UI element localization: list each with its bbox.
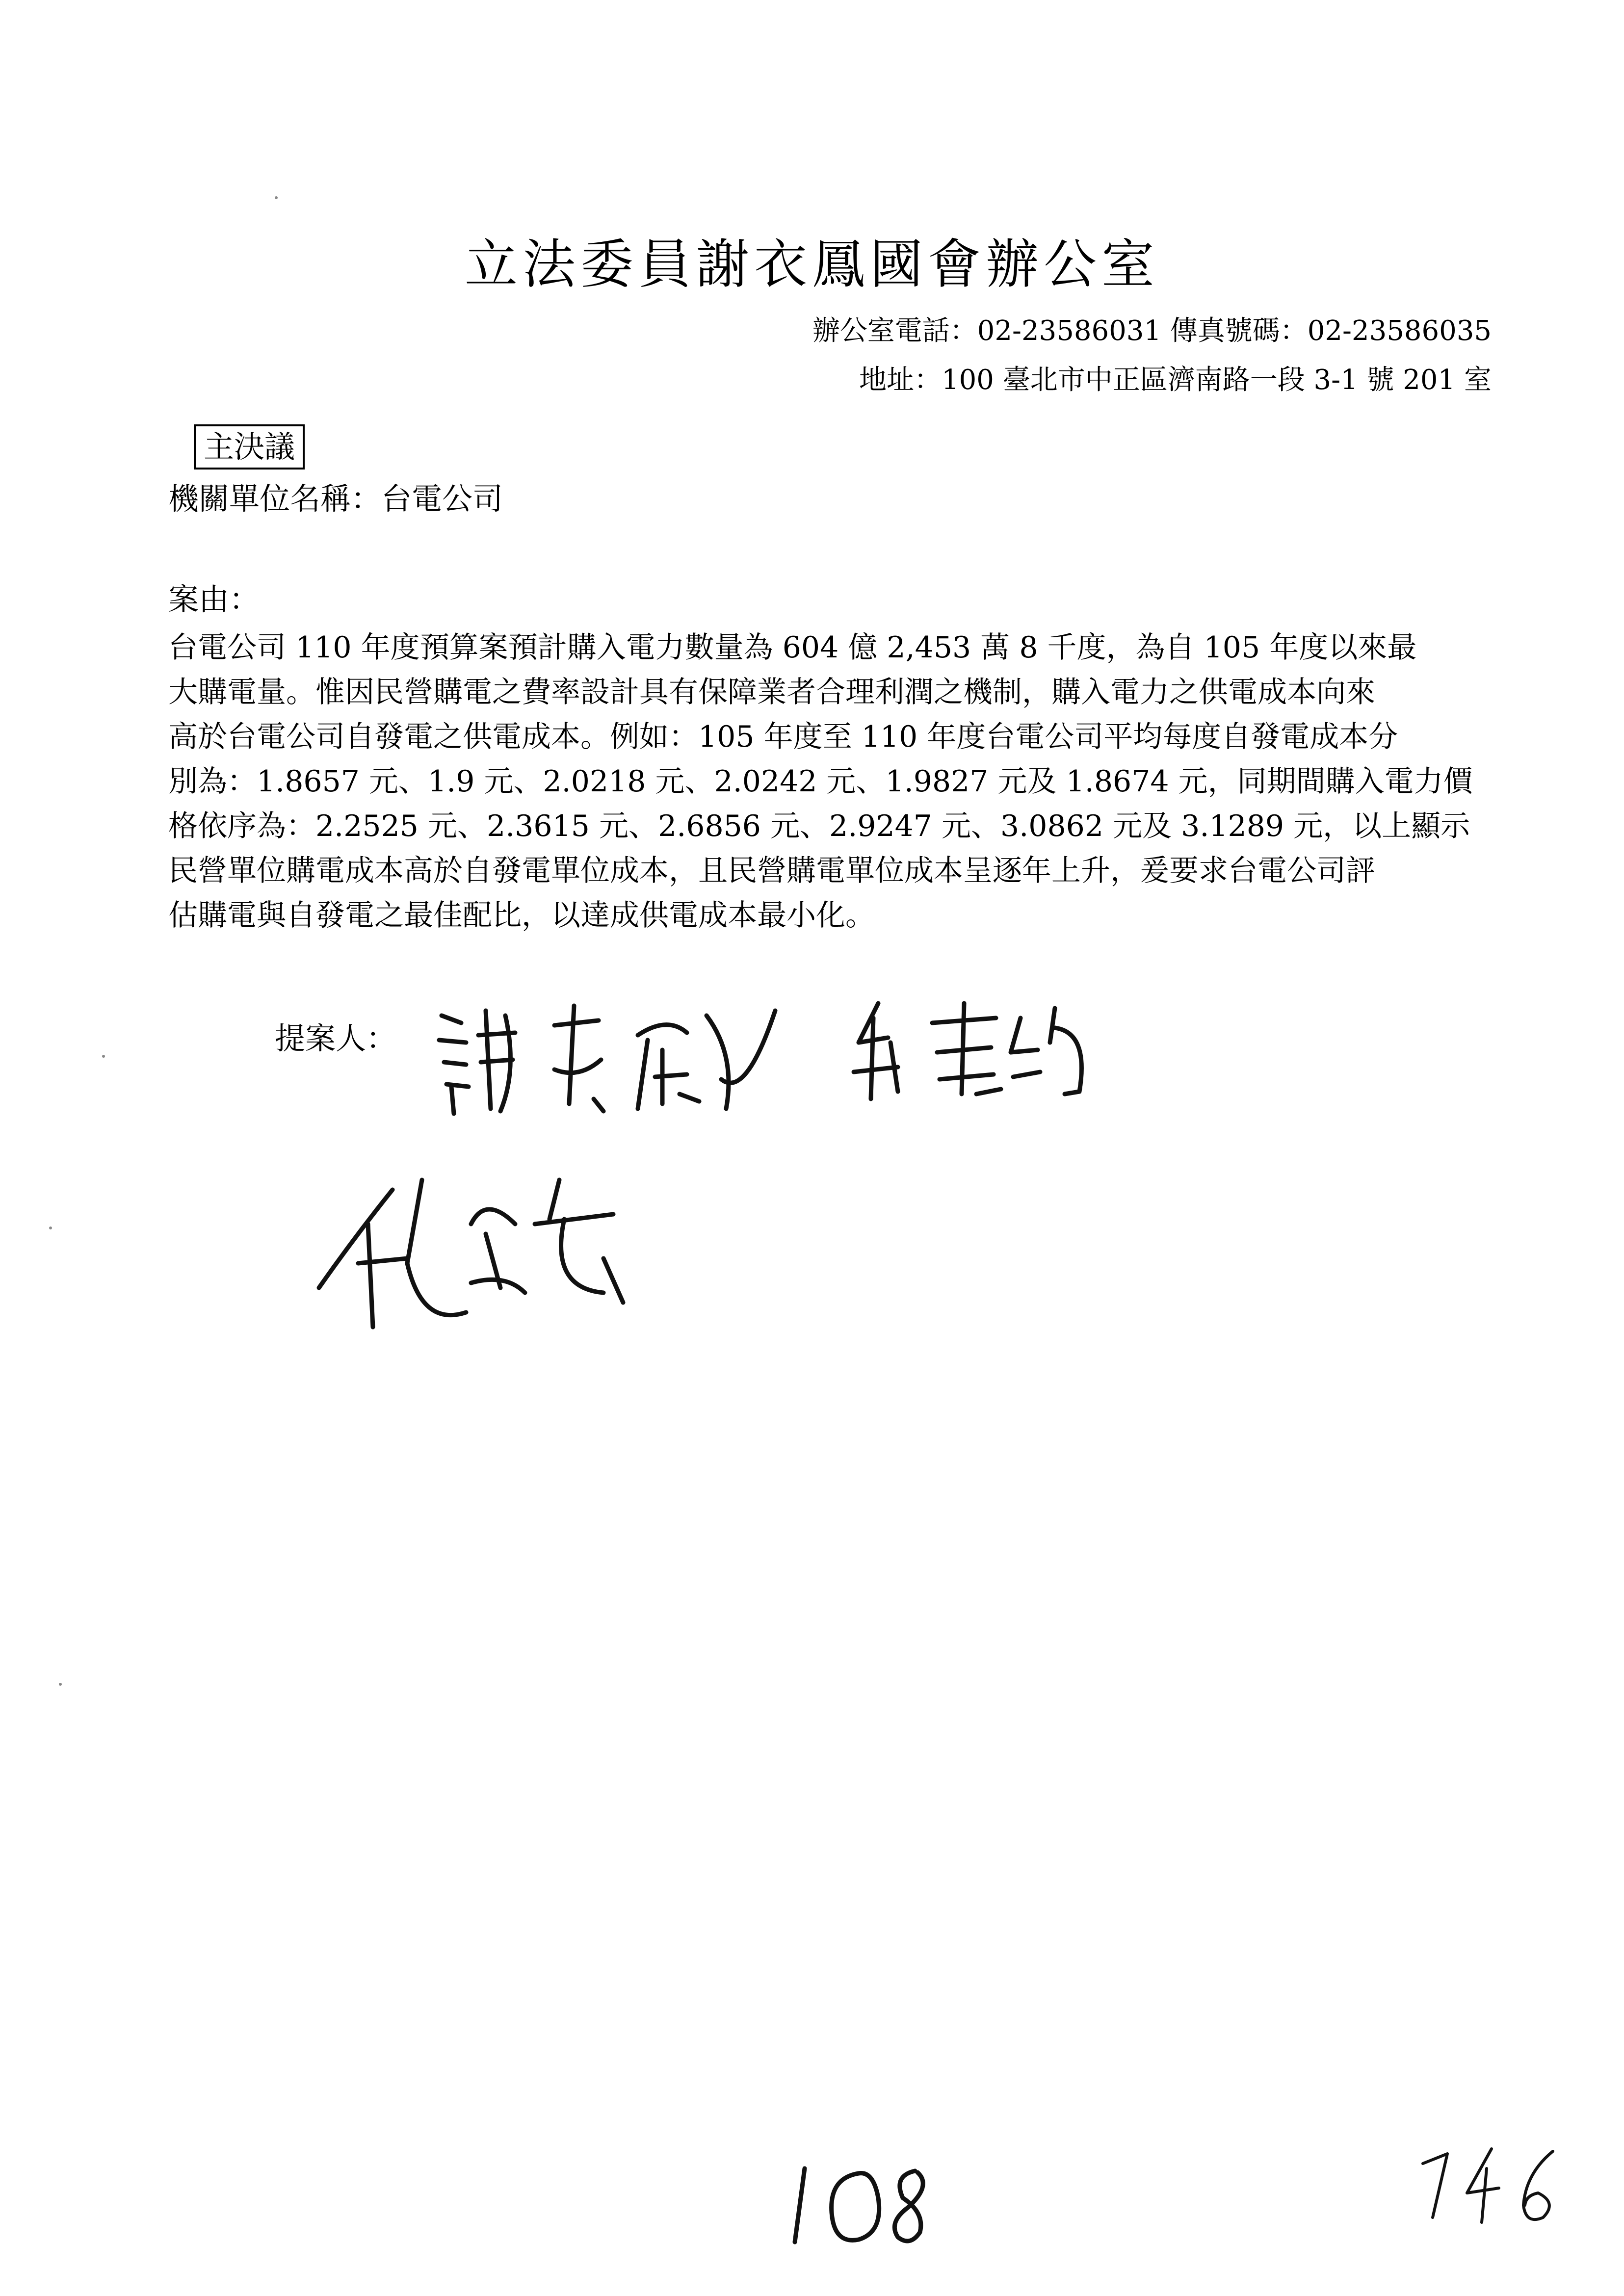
scan-speck: [49, 1226, 52, 1229]
scan-speck: [275, 196, 278, 199]
corner-page-number: [1413, 2139, 1560, 2227]
office-address: 地址：100 臺北市中正區濟南路一段 3-1 號 201 室: [859, 364, 1492, 396]
signature-2: [844, 989, 1099, 1106]
proposer-label: 提案人：: [275, 1020, 397, 1056]
agency-line: [168, 478, 503, 520]
signature-3: [309, 1165, 662, 1342]
office-phone-fax: 辦公室電話：02-23586031 傳真號碼：02-23586035: [812, 315, 1492, 347]
page-number: [785, 2159, 942, 2252]
agency-label: 機關單位名稱：: [168, 481, 382, 517]
case-body-line: 台電公司 110 年度預算案預計購入電力數量為 604 億 2,453 萬 8 千度，為自 105 年度以來最: [168, 630, 1417, 665]
case-body: [168, 626, 1503, 938]
signature-1: [432, 996, 785, 1119]
office-title: 立法委員謝衣鳳國會辦公室: [464, 234, 1159, 295]
case-body-line: 大購電量。惟因民營購電之費率設計具有保障業者合理利潤之機制，購入電力之供電成本向來: [168, 675, 1375, 709]
case-body-line: 估購電與自發電之最佳配比，以達成供電成本最小化。: [168, 898, 875, 933]
resolution-type-label: 主決議: [194, 424, 305, 470]
scan-speck: [102, 1055, 105, 1058]
case-body-line: 格依序為：2.2525 元、2.3615 元、2.6856 元、2.9247 元、3.0862 元及 3.1289 元，以上顯示: [168, 809, 1470, 843]
scan-speck: [59, 1683, 62, 1686]
case-body-line: 別為：1.8657 元、1.9 元、2.0218 元、2.0242 元、1.9827 元及 1.8674 元，同期間購入電力價: [168, 764, 1473, 799]
case-body-line: 民營單位購電成本高於自發電單位成本，且民營購電單位成本呈逐年上升，爰要求台電公司評: [168, 854, 1375, 888]
case-heading: 案由：: [168, 581, 260, 617]
agency-name: 台電公司: [381, 481, 503, 517]
case-body-line: 高於台電公司自發電之供電成本。例如：105 年度至 110 年度台電公司平均每度自發電成本分: [168, 720, 1398, 754]
